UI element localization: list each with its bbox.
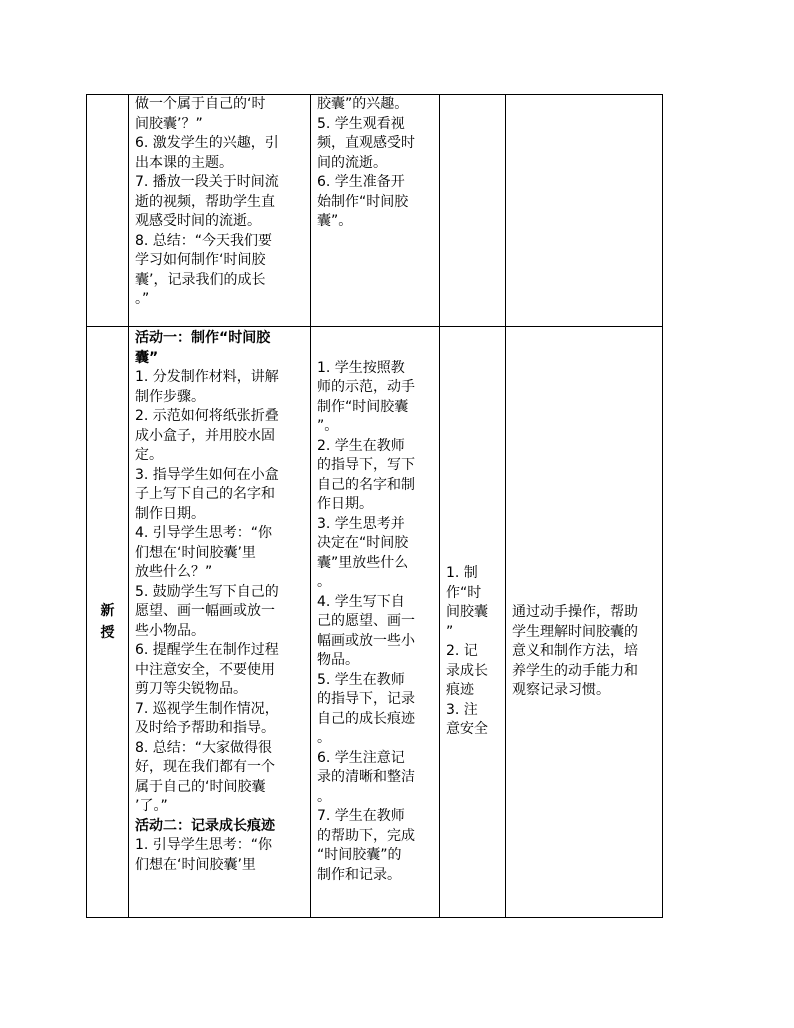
- keypoints-cell: [440, 95, 506, 327]
- text-line: 囊”: [135, 349, 159, 366]
- text-line: 意义和制作方法，培: [512, 643, 638, 660]
- text-line: 决定在“时间胶: [317, 535, 409, 552]
- text-line: 囊”里放些什么: [317, 554, 409, 571]
- text-line: 的指导下，写下: [317, 457, 415, 474]
- stage-cell: [87, 327, 129, 918]
- text-line: 。: [317, 788, 331, 805]
- text-line: 3. 指导学生如何在小盒: [135, 466, 279, 483]
- text-line: 的帮助下，完成: [317, 827, 415, 844]
- text-line: 子上写下自己的名字和: [135, 486, 275, 502]
- text-line: 养学生的动手能力和: [512, 662, 638, 679]
- text-line: ’了。”: [135, 798, 168, 814]
- text-line: 6. 激发学生的兴趣，引: [135, 135, 279, 151]
- table-row: [87, 327, 663, 918]
- stage-cell: [87, 95, 129, 327]
- text-line: 5. 鼓励学生写下自己的: [135, 583, 279, 600]
- text-line: 7. 播放一段关于时间流: [135, 174, 279, 190]
- lesson-plan-table: [86, 94, 663, 918]
- text-line: 活动二：记录成长痕迹: [135, 817, 275, 834]
- text-line: 囊”。: [317, 213, 353, 229]
- text-line: 观感受时间的流逝。: [135, 213, 261, 229]
- text-line: 出本课的主题。: [135, 154, 233, 171]
- student-activity-cell: [311, 327, 440, 918]
- text-line: 1. 学生按照教: [317, 359, 405, 376]
- text-line: 间的流逝。: [317, 154, 387, 171]
- text-line: 制作日期。: [135, 505, 205, 522]
- text-line: 6. 学生准备开: [317, 174, 405, 190]
- table-row: [87, 95, 663, 327]
- text-line: 6. 学生注意记: [317, 749, 405, 766]
- text-line: 制作“时间胶囊: [317, 398, 409, 415]
- text-line: 1. 制: [446, 565, 478, 582]
- text-line: 4. 引导学生思考：“你: [135, 525, 273, 541]
- text-line: 剪刀等尖锐物品。: [135, 681, 247, 697]
- text-line: 通过动手操作，帮助: [512, 604, 638, 621]
- text-line: 4. 学生写下自: [317, 593, 405, 610]
- text-line: 始制作“时间胶: [317, 193, 409, 210]
- text-line: 痕迹: [446, 682, 474, 699]
- text-line: 间胶囊’？”: [135, 115, 203, 132]
- student-activity-cell: [311, 95, 440, 327]
- text-line: 7. 学生在教师: [317, 808, 405, 825]
- text-line: ”。: [317, 418, 339, 435]
- design-intent-cell: [506, 95, 663, 327]
- text-line: 。”: [135, 291, 150, 307]
- text-line: 作日期。: [317, 496, 373, 513]
- text-line: 3. 注: [446, 701, 478, 718]
- stage-label: 授: [100, 625, 115, 641]
- text-line: 2. 记: [446, 643, 478, 660]
- text-line: 物品。: [317, 652, 359, 669]
- text-line: 的指导下，记录: [317, 691, 415, 708]
- text-line: 放些什么？”: [135, 564, 213, 580]
- text-line: 们想在‘时间胶囊’里: [135, 856, 256, 873]
- text-line: 幅画或放一些小: [317, 632, 415, 649]
- text-line: 8. 总结：“今天我们要: [135, 232, 273, 249]
- text-line: 逝的视频，帮助学生直: [135, 193, 275, 210]
- text-line: 自己的名字和制: [317, 476, 415, 493]
- text-line: 自己的成长痕迹: [317, 710, 415, 727]
- text-line: 6. 提醒学生在制作过程: [135, 642, 279, 658]
- text-line: 好，现在我们都有一个: [135, 759, 275, 775]
- text-line: 。: [317, 730, 331, 747]
- text-line: 愿望、画一幅画或放一: [135, 603, 275, 619]
- text-line: 5. 学生在教师: [317, 671, 405, 688]
- text-line: 做一个属于自己的‘时: [135, 96, 266, 112]
- teacher-activity-cell: [129, 95, 311, 327]
- text-line: 1. 分发制作材料，讲解: [135, 369, 279, 385]
- text-line: 胶囊”的兴趣。: [317, 96, 409, 112]
- text-line: 间胶囊: [446, 604, 488, 621]
- text-line: 属于自己的‘时间胶囊: [135, 778, 266, 795]
- text-line: 8. 总结：“大家做得很: [135, 739, 273, 756]
- text-line: 囊’，记录我们的成长: [135, 271, 266, 288]
- text-line: 制作步骤。: [135, 388, 205, 405]
- text-line: 们想在‘时间胶囊’里: [135, 544, 256, 561]
- text-line: 己的愿望、画一: [317, 613, 415, 630]
- text-line: 观察记录习惯。: [512, 682, 610, 699]
- design-intent-cell: [506, 327, 663, 918]
- teacher-activity-cell: [129, 327, 311, 918]
- text-line: 作“时: [446, 584, 482, 601]
- text-line: 定。: [135, 447, 163, 463]
- stage-label: 新: [100, 603, 115, 619]
- text-line: 频，直观感受时: [317, 135, 415, 151]
- text-line: 中注意安全，不要使用: [135, 661, 275, 678]
- text-line: 学生理解时间胶囊的: [512, 623, 638, 640]
- text-line: ”: [446, 623, 454, 640]
- text-line: 制作和记录。: [317, 866, 401, 883]
- text-line: 2. 示范如何将纸张折叠: [135, 408, 279, 424]
- text-line: 学习如何制作‘时间胶: [135, 252, 266, 268]
- text-line: 1. 引导学生思考：“你: [135, 837, 273, 853]
- text-line: 录成长: [446, 662, 488, 679]
- text-line: 3. 学生思考并: [317, 515, 405, 532]
- text-line: “时间胶囊”的: [317, 847, 402, 864]
- keypoints-cell: [440, 327, 506, 918]
- text-line: 。: [317, 574, 331, 591]
- text-line: 意安全: [446, 721, 488, 738]
- text-line: 些小物品。: [135, 622, 205, 639]
- text-line: 成小盒子，并用胶水固: [135, 427, 275, 444]
- text-line: 2. 学生在教师: [317, 437, 405, 454]
- text-line: 5. 学生观看视: [317, 115, 405, 132]
- text-line: 7. 巡视学生制作情况，: [135, 700, 279, 717]
- text-line: 活动一：制作“时间胶: [135, 330, 271, 346]
- text-line: 及时给予帮助和指导。: [135, 720, 275, 736]
- text-line: 师的示范，动手: [317, 379, 415, 396]
- text-line: 录的清晰和整洁: [317, 769, 415, 786]
